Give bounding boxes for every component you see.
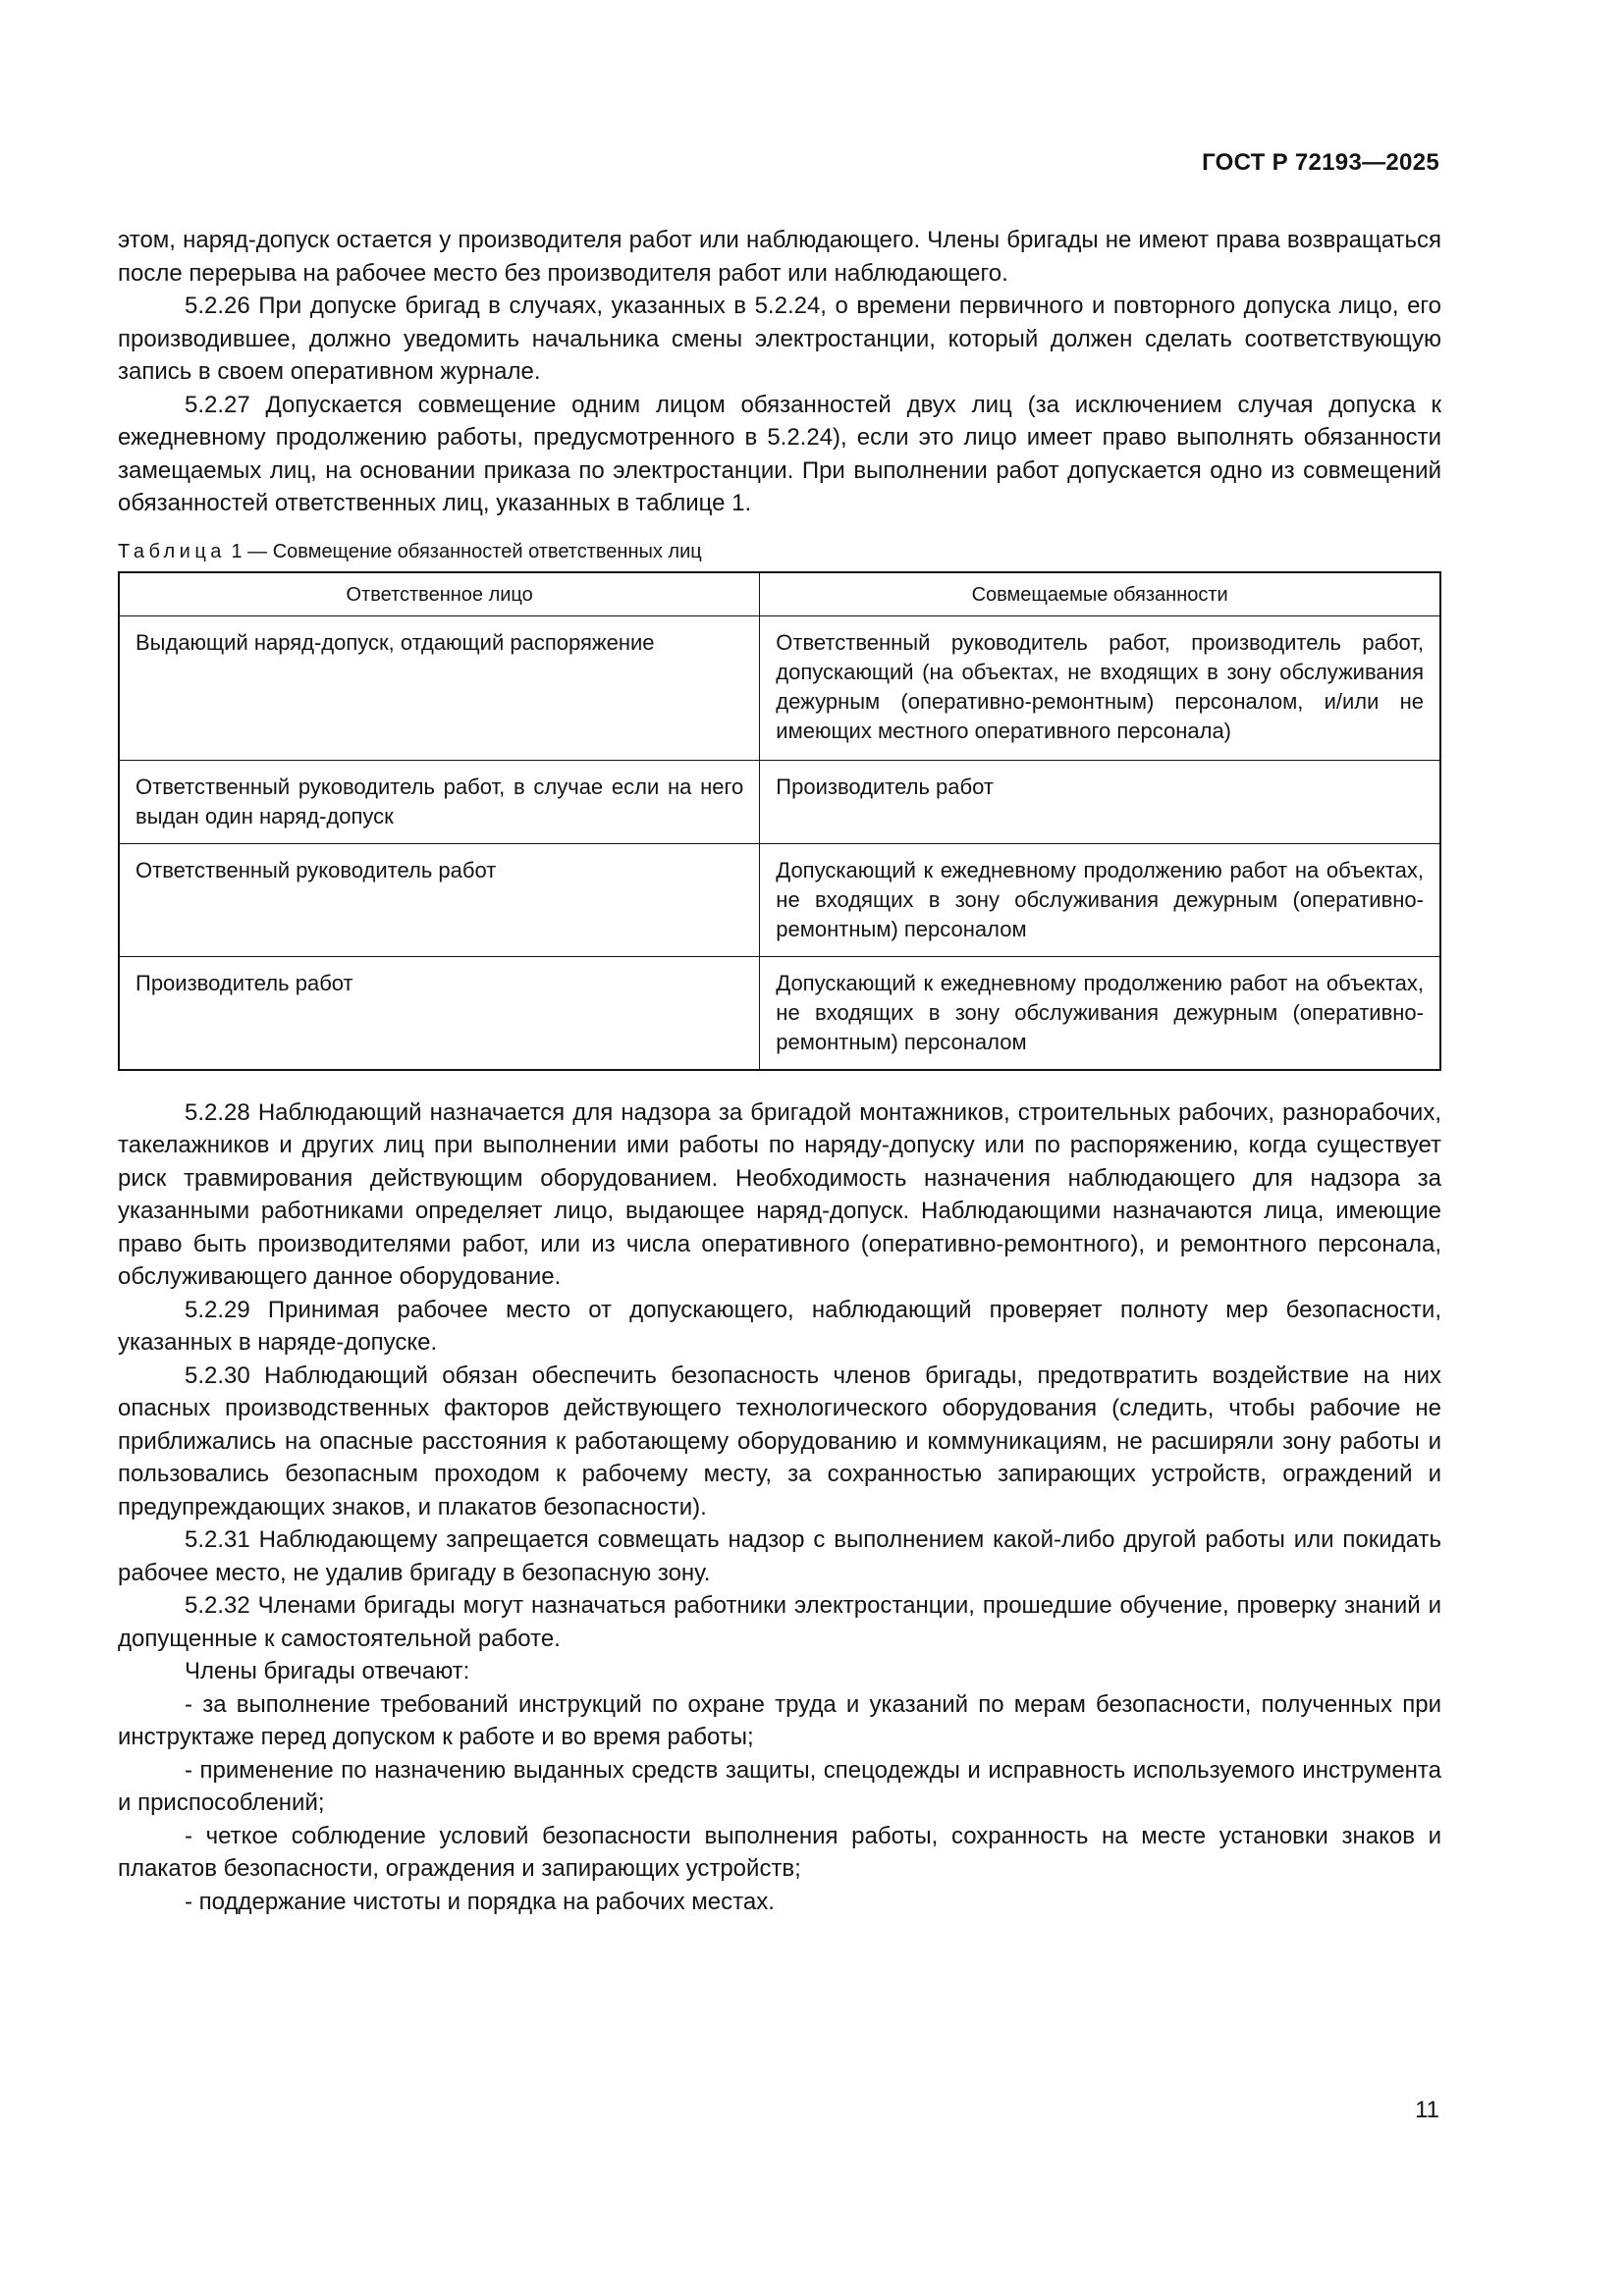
- paragraph-5-2-31: 5.2.31 Наблюдающему запрещается совмещать надзор с выполнением какой-либо другой работы или покидать рабочее место, не удалив бригаду в безопасную зону.: [118, 1526, 1441, 1586]
- table-caption-label: Таблица: [118, 540, 226, 562]
- list-item: - поддержание чистоты и порядка на рабочих местах.: [185, 1888, 775, 1915]
- paragraph-5-2-30: 5.2.30 Наблюдающий обязан обеспечить безопасность членов бригады, предотвратить воздействие на них опасных производственных факторов действующего технологического оборудования (следить, чтобы рабочие не приближались на опасные расстояния к работающему оборудованию и коммуникациям, не расширяли зону работы и пользовались безопасным проходом к рабочему месту, за сохранностью запирающих устройств, ограждений и предупреждающих знаков, и плакатов безопасности).: [118, 1362, 1441, 1521]
- table-row: [119, 956, 1440, 1070]
- paragraph-5-2-26: 5.2.26 При допуске бригад в случаях, указанных в 5.2.24, о времени первичного и повторного допуска лицо, его производившее, должно уведомить начальника смены электростанции, который должен сделать соответствующую запись в своем оперативном журнале.: [118, 293, 1441, 385]
- list-item: - применение по назначению выданных средств защиты, спецодежды и исправность используемого инструмента и приспособлений;: [118, 1756, 1441, 1816]
- page-content: [118, 224, 1441, 1918]
- paragraph-members-responsible: Члены бригады отвечают:: [185, 1658, 470, 1684]
- cell-person: Выдающий наряд-допуск, отдающий распоряжение: [119, 615, 760, 760]
- cell-duties: Допускающий к ежедневному продолжению работ на объектах, не входящих в зону обслуживания дежурным (оперативно-ремонтным) персоналом: [760, 956, 1440, 1070]
- page-number: 11: [1415, 2097, 1439, 2123]
- list-item: - за выполнение требований инструкций по охране труда и указаний по мерам безопасности, полученных при инструктаже перед допуском к работе и во время работы;: [118, 1690, 1441, 1750]
- paragraph-5-2-32: 5.2.32 Членами бригады могут назначаться работники электростанции, прошедшие обучение, проверку знаний и допущенные к самостоятельной работе.: [118, 1592, 1441, 1652]
- table-row: [119, 760, 1440, 843]
- paragraph-5-2-29: 5.2.29 Принимая рабочее место от допускающего, наблюдающий проверяет полноту мер безопасности, указанных в наряде-допуске.: [118, 1296, 1441, 1356]
- table-caption: [118, 538, 1441, 565]
- column-header-duties: Совмещаемые обязанности: [760, 572, 1440, 616]
- table-header-row: [119, 572, 1440, 616]
- standard-number: ГОСТ Р 72193—2025: [1202, 149, 1439, 176]
- list-item: - четкое соблюдение условий безопасности выполнения работы, сохранность на месте установки знаков и плакатов безопасности, ограждения и запирающих устройств;: [118, 1822, 1441, 1882]
- table-row: [119, 615, 1440, 760]
- paragraph-5-2-28: 5.2.28 Наблюдающий назначается для надзора за бригадой монтажников, строительных рабочих, разнорабочих, такелажников и других лиц при выполнении ими работы по наряду-допуску или по распоряжению, когда существует риск травмирования действующим оборудованием. Необходимость назначения наблюдающего для надзора за указанными работниками определяет лицо, выдающее наряд-допуск. Наблюдающими назначаются лица, имеющие право быть производителями работ, или из числа оперативного (оперативно-ремонтного), и ремонтного персонала, обслуживающего данное оборудование.: [118, 1098, 1441, 1290]
- cell-person: Производитель работ: [119, 956, 760, 1070]
- column-header-person: Ответственное лицо: [119, 572, 760, 616]
- table-row: [119, 843, 1440, 956]
- paragraph-5-2-27: 5.2.27 Допускается совмещение одним лицом обязанностей двух лиц (за исключением случая допуска к ежедневному продолжению работы, предусмотренного в 5.2.24), если это лицо имеет право выполнять обязанности замещаемых лиц, на основании приказа по электростанции. При выполнении работ допускается одно из совмещений обязанностей ответственных лиц, указанных в таблице 1.: [118, 391, 1441, 516]
- table-caption-text: 1 — Совмещение обязанностей ответственных лиц: [231, 540, 702, 562]
- cell-duties: Производитель работ: [760, 760, 1440, 843]
- cell-duties: Ответственный руководитель работ, производитель работ, допускающий (на объектах, не входящих в зону обслуживания дежурным (оперативно-ремонтным) персоналом, и/или не имеющих местного оперативного персонала): [760, 615, 1440, 760]
- paragraph-continuation: этом, наряд-допуск остается у производителя работ или наблюдающего. Члены бригады не имеют права возвращаться после перерыва на рабочее место без производителя работ или наблюдающего.: [118, 227, 1441, 287]
- cell-person: Ответственный руководитель работ, в случае если на него выдан один наряд-допуск: [119, 760, 760, 843]
- cell-duties: Допускающий к ежедневному продолжению работ на объектах, не входящих в зону обслуживания дежурным (оперативно-ремонтным) персоналом: [760, 843, 1440, 956]
- cell-person: Ответственный руководитель работ: [119, 843, 760, 956]
- duties-table: [118, 571, 1441, 1071]
